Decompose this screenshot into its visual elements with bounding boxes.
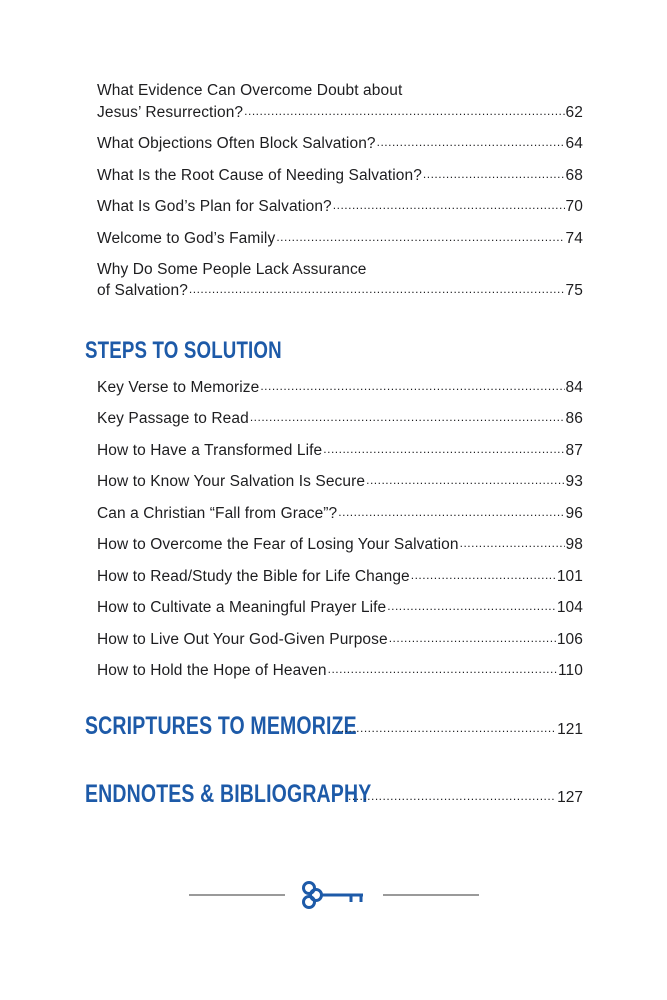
dot-leader — [260, 376, 564, 392]
toc-entry-label: How to Read/Study the Bible for Life Change — [97, 567, 410, 585]
toc-entry-page: 93 — [565, 473, 583, 490]
toc-entry-label: What Is the Root Cause of Needing Salvation? — [97, 166, 422, 184]
key-icon — [304, 883, 364, 908]
dot-leader — [411, 565, 556, 581]
dot-leader — [276, 227, 564, 243]
dot-leader — [323, 439, 564, 455]
toc-entry — [97, 502, 583, 524]
toc-entry — [97, 660, 583, 682]
section-heading-endnotes: ENDNOTES & BIBLIOGRAPHY — [85, 780, 372, 808]
toc-entry-page: 104 — [556, 599, 583, 616]
toc-section-endnotes — [85, 780, 583, 809]
toc-entry-page: 98 — [565, 536, 583, 553]
dot-leader — [377, 133, 565, 149]
toc-entry-label: How to Know Your Salvation Is Secure — [97, 473, 366, 490]
toc-entry-label: Key Passage to Read — [97, 410, 249, 427]
toc-entries-steps — [97, 376, 583, 691]
toc-entry-label: of Salvation? — [97, 282, 188, 299]
toc-entry-page: 87 — [565, 441, 583, 459]
toc-entry-page: 96 — [565, 504, 583, 522]
dot-leader — [387, 597, 556, 613]
toc-entry-label: What Is God’s Plan for Salvation? — [97, 198, 332, 215]
toc-entry-label: What Objections Often Block Salvation? — [97, 135, 376, 152]
toc-entry-page: 110 — [557, 662, 583, 679]
toc-entry-label: How to Have a Transformed Life — [97, 441, 323, 459]
dot-leader — [250, 408, 565, 424]
toc-entry — [97, 196, 583, 218]
toc-entry-page: 70 — [565, 198, 583, 215]
toc-entry-label: Welcome to God’s Family — [97, 229, 276, 247]
dot-leader — [348, 786, 556, 802]
dot-leader — [389, 628, 556, 644]
toc-entry-page: 84 — [565, 378, 583, 396]
toc-section-page: 127 — [557, 789, 583, 806]
toc-entry-label: How to Live Out Your God-Given Purpose — [97, 630, 388, 648]
toc-entry-page: 86 — [565, 410, 583, 427]
toc-entry — [97, 565, 583, 587]
toc-entry-page: 101 — [556, 567, 583, 585]
toc-entry-label-line1: Why Do Some People Lack Assurance — [97, 260, 367, 278]
toc-entry-label: How to Hold the Hope of Heaven — [97, 662, 327, 679]
dot-leader — [337, 718, 556, 734]
toc-entry-page: 106 — [556, 630, 583, 648]
toc-entry-label: How to Overcome the Fear of Losing Your Salvation — [97, 536, 459, 553]
toc-entry-page: 62 — [565, 103, 583, 121]
toc-entry-page: 68 — [565, 166, 583, 184]
toc-entry — [97, 80, 583, 123]
toc-entry — [97, 628, 583, 650]
toc-entry-page: 74 — [565, 229, 583, 247]
toc-entry-label: Jesus’ Resurrection? — [97, 103, 244, 121]
toc-entry-label: Key Verse to Memorize — [97, 378, 260, 396]
toc-entry-label-line1: What Evidence Can Overcome Doubt about — [97, 82, 403, 99]
toc-entry — [97, 597, 583, 619]
toc-entry — [97, 164, 583, 186]
toc-entry — [97, 534, 583, 556]
toc-section-page: 121 — [557, 721, 583, 738]
dot-leader — [333, 196, 565, 212]
toc-entry — [97, 227, 583, 249]
toc-entry — [97, 376, 583, 398]
toc-entry — [97, 408, 583, 430]
dot-leader — [366, 471, 564, 487]
dot-leader — [423, 164, 565, 180]
section-heading-steps: STEPS TO SOLUTION — [85, 337, 282, 364]
toc-entry-page: 75 — [565, 282, 583, 299]
toc-entry-label: Can a Christian “Fall from Grace”? — [97, 504, 338, 522]
dot-leader — [189, 280, 565, 296]
key-ornament — [189, 878, 479, 912]
toc-entries-top — [97, 80, 583, 311]
toc-entry — [97, 471, 583, 493]
section-heading-scriptures: SCRIPTURES TO MEMORIZE — [85, 712, 357, 740]
dot-leader — [338, 502, 564, 518]
toc-entry-label: How to Cultivate a Meaningful Prayer Life — [97, 599, 387, 616]
dot-leader — [244, 101, 564, 117]
dot-leader — [460, 534, 565, 550]
toc-section-scriptures — [85, 712, 583, 741]
toc-entry — [97, 133, 583, 155]
dot-leader — [328, 660, 557, 676]
toc-entry — [97, 259, 583, 302]
toc-entry-page: 64 — [565, 135, 583, 152]
toc-entry — [97, 439, 583, 461]
